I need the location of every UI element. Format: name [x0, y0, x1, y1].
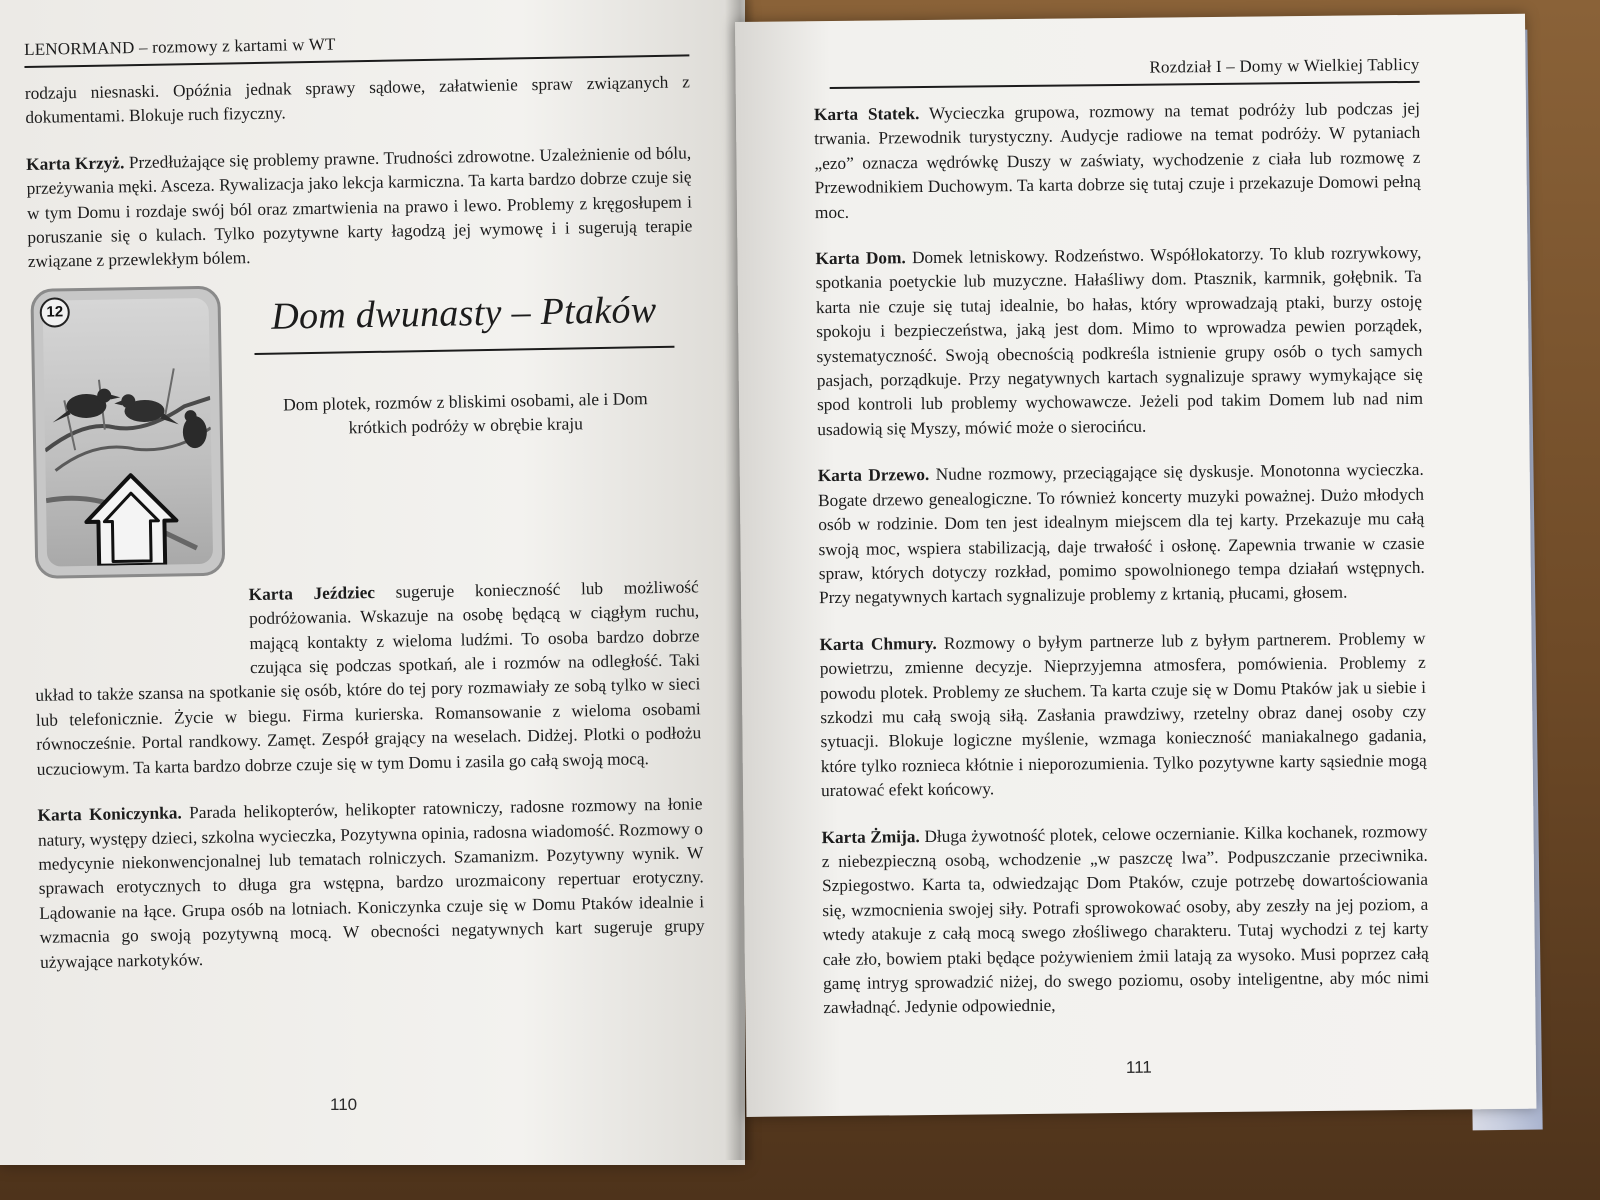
card-wrap-spacer [34, 583, 250, 662]
paragraph-label: Karta Dom. [815, 248, 906, 269]
paragraph-text: Domek letniskowy. Rodzeństwo. Współlokatorzy. To klub rozrywkowy, spotkania poetyckie lub muzyczne. Hałaśliwy dom. Ptasznik, karmnik, gołębnik. Ta karta nie czuje się tutaj idealnie, bo hałas, który wprowadzają ptaki, burzy ostoję spokoju i bezpieczeństwa, jaką jest dom. Mimo to wprowadza pewien porządek, systematyczność. Swoją obecnością podkreśla istnienie grupy osób o tych samych pasjach, porządkuje. Przy negatywnych kartach sygnalizuje sprawy wymykające się spod kontroli lub problemy wychowawcze. Jeżeli pod takim Domem lub nad nim usadowią się Myszy, mówić może o sierocińcu. [815, 242, 1424, 440]
house-title: Dom dwunasty – Ptaków [270, 288, 657, 338]
left-page [0, 0, 745, 1165]
paragraph-label: Karta Żmija. [821, 826, 920, 847]
paragraph-text: rodzaju niesnaski. Opóźnia jednak sprawy sądowe, załatwienie spraw związanych z dokumentami. Blokuje ruch fizyczny. [24, 72, 690, 128]
paragraph-karta-koniczynka [37, 792, 705, 974]
paragraph-text: Przedłużające się problemy prawne. Trudności zdrowotne. Uzależnienie od bólu, przeżywania męki. Asceza. Rywalizacja jako lekcja karmiczna. Ta karta bardzo dobrze czuje się w tym Domu i rozdaje swój ból oraz zmartwienia na prawo i lewo. Problemy z kręgosłupem i poruszanie się o kulach. Tylko pozytywne karty łagodzą jej wymowę i i sugerują terapie związane z przewlekłym bólem. [26, 143, 693, 272]
paragraph-karta-krzyz [26, 141, 693, 275]
right-running-head: Rozdział I – Domy w Wielkiej Tablicy [1149, 54, 1420, 77]
left-page-content [24, 28, 706, 996]
paragraph-karta-jezdziec [34, 575, 702, 782]
house-subtitle: Dom plotek, rozmów z bliskimi osobami, ale i Dom krótkich podróży w obrębie kraju [282, 388, 648, 438]
house-card-image [30, 285, 225, 578]
paragraph-karta-dom [815, 241, 1423, 443]
paragraph-label: Karta Jeździec [248, 582, 376, 605]
card-number-badge: 12 [39, 297, 70, 328]
paragraph-text: sugeruje konieczność lub możliwość podróżowania. Wskazuje na osobę będącą w ciągłym ruchu, mającą kontakty z wieloma ludźmi. To osoba bardzo dobrze czująca się podczas spotkań, ale i rozmów na odległość. Taki układ to także szansa na spotkanie się osób, które do tej pory rozmawiały ze sobą tylko w sieci lub telefonicznie. Życie w biegu. Firma kurierska. Romansowanie z wieloma osobami równocześnie. Portal randkowy. Zamęt. Zespół grający na weselach. Didżej. Plotki o podłożu uczuciowym. Ta karta bardzo dobrze czuje się w tym Domu i zasila go całą swoją mocą. [35, 577, 702, 779]
left-paragraph-continuation [25, 70, 691, 130]
house-title-area [253, 288, 675, 441]
paragraph-label: Karta Krzyż. [26, 153, 125, 174]
paragraph-karta-chmury [819, 627, 1427, 804]
paragraph-label: Karta Chmury. [819, 633, 937, 654]
right-page [735, 14, 1536, 1117]
birds-house-illustration [43, 298, 214, 567]
paragraph-label: Karta Statek. [813, 104, 920, 125]
paragraph-text: Nudne rozmowy, przeciągające się dyskusje. Monotonna wycieczka. Bogate drzewo genealogiczne. To również koncerty muzyki poważnej. Dużo młodych osób w rodzinie. Dom ten jest idealnym miejscem dla tej karty. Przekazuje mu całą swoją moc, wspiera stabilizacją, daje trwałość i osłonę. Zapewnia trwanie w czasie spraw, których dotyczy rozkład, pomimo spowolnionego tempa działań wstępnych. Przy negatywnych kartach sygnalizuje problemy z krtanią, płucami, głosem. [817, 460, 1425, 608]
left-page-number: 110 [330, 1095, 358, 1114]
card-illustration [43, 298, 214, 567]
paragraph-label: Karta Drzewo. [817, 465, 930, 486]
paragraph-karta-drzewo [818, 458, 1426, 611]
right-page-content [813, 55, 1429, 1021]
paragraph-text: Rozmowy o byłym partnerze lub z byłym partnerem. Problemy w powietrzu, zmienne decyzje. Nieprzyjemna atmosfera, pomówienia. Problemy z powodu plotek. Problemy ze słuchem. Ta karta czuje się w Domu Ptaków jak u siebie i szkodzi mu całą swoją siłą. Zasłania prawdziwy, rzetelny obraz danej osoby czy sytuacji. Blokuje logiczne myślenie, wzmaga konieczność maniakalnego gadania, które tylko roznieca kłótnie i nieporozumienia. Tylko pozytywne karty sąsiednie mogą uratować efekt końcowy. [819, 628, 1427, 801]
right-page-number: 111 [1125, 1057, 1152, 1077]
paragraph-text: Długa żywotność plotek, celowe oczernianie. Kilka kochanek, rozmowy z niebezpieczną osobą, wchodzenie „w paszczę lwa”. Podpuszczanie przeciwnika. Szpiegostwo. Karta ta, odwiedzając Dom Ptaków, czuje potrzebę dowartościowania się, wzmocnienia swojej siły. Potrafi sprowokować osoby, aby zeszły na jej poziom, a wtedy atakuje z całą mocą swego złośliwego charakteru. Tutaj wychodzi z tej karty całe zło, bowiem ptaki będące pożywieniem żmii latają za wysoko. Musi poprzez całą gamę intryg sprowadzić niżej, do swego poziomu, osoby inteligentne, aby móc nimi zawładnąć. Jedynie odpowiednie, [821, 821, 1430, 1018]
paragraph-text: Wycieczka grupowa, rozmowy na temat podróży lub podczas jej trwania. Przewodnik turystyczny. Audycje radiowe na temat podróży. W pytaniach „ezo” oznacza wędrówkę Duszy w zaświaty, wychodzenie z ciała lub rozmowę z Przewodnikiem Duchowym. Ta karta dobrze się tutaj czuje i przekazuje Domowi pełną moc. [814, 98, 1421, 222]
paragraph-karta-statek [814, 97, 1421, 225]
paragraph-karta-zmija [821, 819, 1429, 1021]
house-header-block [28, 277, 698, 585]
paragraph-label: Karta Koniczynka. [37, 803, 182, 825]
left-running-head: LENORMAND – rozmowy z kartami w WT [24, 34, 336, 59]
paragraph-text: Parada helikopterów, helikopter ratowniczy, radosne rozmowy na łonie natury, występy dzieci, szkolna wycieczka, Pozytywna opinia, radosna wiadomość. Rozmowy o medycynie niekonwencjonalnej lub tematach rolniczych. Szamanizm. Pozytywny wynik. W sprawach erotycznych to długa gra wstępna, bardzo urozmaicony repertuar erotyczny. Lądowanie na łące. Grupa osób na lotniach. Koniczynka czuje się w Domu Ptaków idealnie i wzmacnia go swoją pozytywną mocą. W obecności negatywnych kart sugeruje grupy używające narkotyków. [37, 794, 705, 972]
